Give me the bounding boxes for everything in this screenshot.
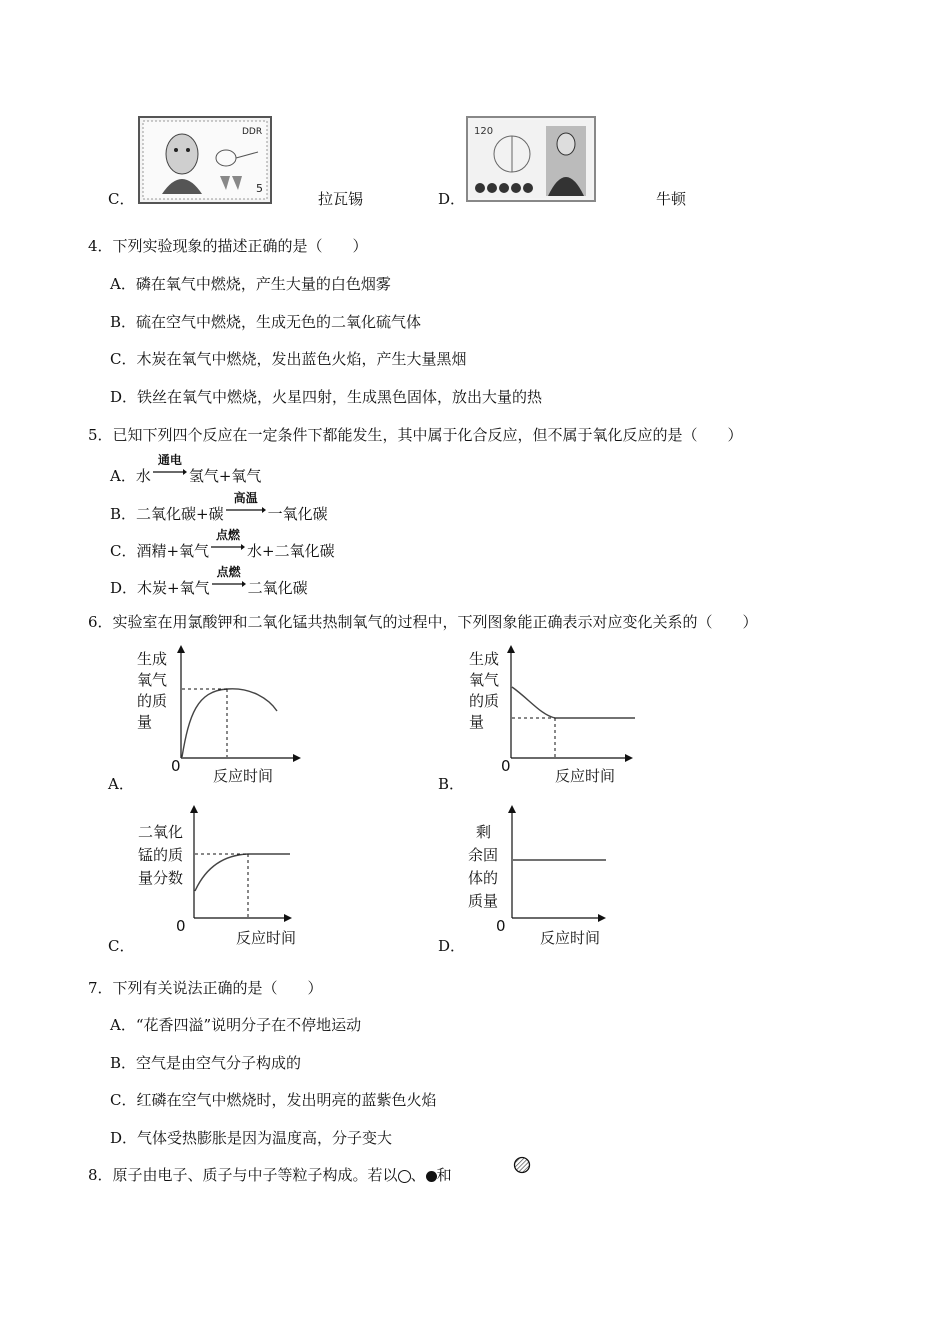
curve <box>195 854 290 891</box>
stamp-value-text: 5 <box>256 182 263 195</box>
q5-option-a <box>110 453 262 486</box>
graph-a-ylabel-4: 量 <box>137 713 153 731</box>
q5-option-c <box>110 528 335 561</box>
newton-stamp-image <box>466 116 596 202</box>
q3-option-d-name: 牛顿 <box>656 190 687 208</box>
reaction-arrow <box>211 528 245 556</box>
reaction-arrow <box>153 453 187 481</box>
q5-option-b <box>110 491 328 524</box>
q8-separator: 、 <box>410 1166 426 1184</box>
graph-b-ylabel-1: 生成 <box>469 650 500 668</box>
curve <box>182 689 277 757</box>
q7-stem: 7．下列有关说法正确的是（ ） <box>88 979 323 997</box>
q5-stem: 5．已知下列四个反应在一定条件下都能发生，其中属于化合反应，但不属于氧化反应的是（ ） <box>88 426 743 444</box>
stamp-ddr-text: DDR <box>242 127 263 137</box>
graph-b-xlabel: 反应时间 <box>555 767 616 785</box>
q4-option-b: B．硫在空气中燃烧，生成无色的二氧化硫气体 <box>110 313 422 331</box>
graph-c-xlabel: 反应时间 <box>236 929 297 947</box>
q3-option-c-letter: C． <box>108 190 135 208</box>
q3-option-d-letter: D． <box>438 190 466 208</box>
q6-graph-a-letter: A． <box>108 775 134 793</box>
q4-option-d: D．铁丝在氧气中燃烧，火星四射，生成黑色固体，放出大量的热 <box>110 388 543 406</box>
graph-d-ylabel-2: 余固 <box>468 846 499 864</box>
q8-stem <box>88 1164 452 1185</box>
graph-a-ylabel-1: 生成 <box>137 650 168 668</box>
graph-d-origin: 0 <box>496 917 506 935</box>
q5-option-d <box>110 565 308 598</box>
q5-b-reactants: B．二氧化碳+碳 <box>110 505 224 523</box>
q3-option-c-name: 拉瓦锡 <box>318 190 364 208</box>
q5-a-products: 氢气+氧气 <box>188 467 262 485</box>
graph-b-ylabel-2: 氧气 <box>469 671 500 689</box>
q7-option-b: B．空气是由空气分子构成的 <box>110 1054 302 1072</box>
q4-option-a: A．磷在氧气中燃烧，产生大量的白色烟雾 <box>110 275 391 293</box>
q5-d-products: 二氧化碳 <box>247 579 308 597</box>
reaction-condition: 通电 <box>157 453 182 467</box>
q6-graph-d <box>466 805 626 955</box>
q8-and: 和 <box>436 1166 452 1184</box>
graph-b-ylabel-4: 量 <box>469 713 485 731</box>
q6-graph-a <box>135 645 305 795</box>
q4-option-c: C．木炭在氧气中燃烧，发出蓝色火焰，产生大量黑烟 <box>110 350 467 368</box>
q5-c-products: 水+二氧化碳 <box>247 542 335 560</box>
graph-a-origin: 0 <box>171 757 181 775</box>
q7-option-c: C．红磷在空气中燃烧时，发出明亮的蓝紫色火焰 <box>110 1091 437 1109</box>
graph-d-ylabel-4: 质量 <box>468 892 499 910</box>
hollow-circle-icon <box>398 1170 411 1183</box>
q6-graph-b <box>467 645 637 795</box>
q4-stem: 4．下列实验现象的描述正确的是（ ） <box>88 237 368 255</box>
q6-stem: 6．实验室在用氯酸钾和二氧化锰共热制氧气的过程中，下列图象能正确表示对应变化关系的（ ） <box>88 613 758 631</box>
curve <box>512 687 635 718</box>
graph-a-ylabel-3: 的质 <box>137 692 168 710</box>
graph-c-ylabel-3: 量分数 <box>138 869 184 887</box>
graph-a-xlabel: 反应时间 <box>213 767 274 785</box>
hatched-circle-icon <box>513 1156 531 1174</box>
stamp-d-value-text: 120 <box>474 126 494 137</box>
q5-d-reactants: D．木炭+氧气 <box>110 579 210 597</box>
filled-circle-icon <box>426 1171 437 1182</box>
q5-c-reactants: C．酒精+氧气 <box>110 542 210 560</box>
q6-graph-c-letter: C． <box>108 937 135 955</box>
q8-stem-text: 8．原子由电子、质子与中子等粒子构成。若以 <box>88 1166 398 1184</box>
q5-a-reactants: A．水 <box>110 467 151 485</box>
graph-d-xlabel: 反应时间 <box>540 929 601 947</box>
graph-b-origin: 0 <box>501 757 511 775</box>
graph-d-ylabel-1: 剩 <box>476 823 492 841</box>
reaction-arrow <box>212 565 246 593</box>
reaction-condition: 点燃 <box>216 565 241 579</box>
q7-option-a: A．“花香四溢”说明分子在不停地运动 <box>110 1016 362 1034</box>
lavoisier-stamp-image <box>138 116 272 204</box>
graph-d-ylabel-3: 体的 <box>468 869 499 887</box>
q6-graph-d-letter: D． <box>438 937 466 955</box>
graph-c-origin: 0 <box>176 917 186 935</box>
reaction-arrow <box>226 491 266 519</box>
graph-a-ylabel-2: 氧气 <box>137 671 168 689</box>
graph-c-ylabel-1: 二氧化 <box>138 823 184 841</box>
q5-b-products: 一氧化碳 <box>267 505 328 523</box>
q7-option-d: D．气体受热膨胀是因为温度高，分子变大 <box>110 1129 393 1147</box>
graph-c-ylabel-2: 锰的质 <box>138 846 184 864</box>
q6-graph-b-letter: B． <box>438 775 465 793</box>
reaction-condition: 点燃 <box>216 528 241 542</box>
reaction-condition: 高温 <box>233 491 258 505</box>
graph-b-ylabel-3: 的质 <box>469 692 500 710</box>
q6-graph-c <box>136 805 296 955</box>
